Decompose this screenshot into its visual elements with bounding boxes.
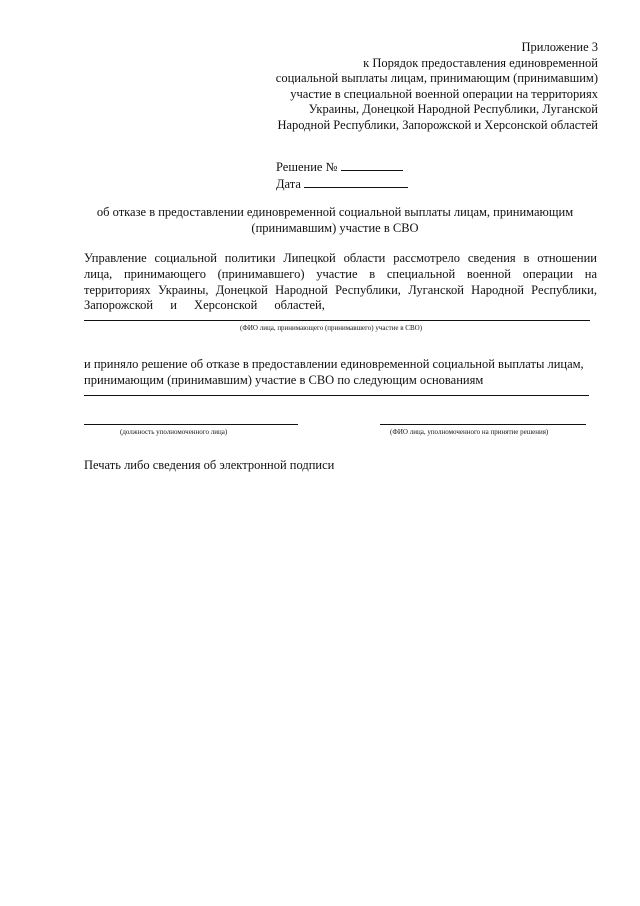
decision-date-label: Дата xyxy=(276,177,301,191)
fio-caption: (ФИО лица, принимающего (принимавшего) участие в СВО) xyxy=(240,324,423,332)
appendix-line: к Порядок предоставления единовременной xyxy=(363,55,598,70)
position-caption: (должность уполномоченного лица) xyxy=(120,428,228,436)
fio-field-line[interactable] xyxy=(84,320,590,321)
decision-date-row xyxy=(276,175,408,192)
decision-number-field[interactable] xyxy=(341,158,403,171)
subject-line-1: об отказе в предоставлении единовременной социальной выплаты лицам, принимающим xyxy=(96,205,574,219)
body-line: Управление социальной политики Липецкой области рассмотрело сведения в отношении xyxy=(84,251,597,265)
position-signature-line[interactable] xyxy=(84,424,298,425)
decision-number-row xyxy=(276,158,408,175)
body-paragraph-2 xyxy=(84,356,604,388)
decision-number-label: Решение № xyxy=(276,160,338,174)
appendix-line: Украины, Донецкой Народной Республики, Луганской xyxy=(308,102,598,116)
body-line: Запорожской и Херсонской областей, xyxy=(84,298,325,313)
body-line: территориях Украины, Донецкой Народной Республики, Луганской Народной Республики, xyxy=(84,282,597,297)
stamp-note: Печать либо сведения об электронной подписи xyxy=(84,458,335,472)
body2-line-2: принимающим (принимавшим) участие в СВО по следующим основаниям xyxy=(84,373,484,387)
name-signature-line[interactable] xyxy=(380,424,586,425)
body-paragraph-1 xyxy=(84,251,597,314)
subject-line-2: (принимавшим) участие в СВО xyxy=(251,220,419,235)
document-subject xyxy=(70,205,600,236)
name-caption: (ФИО лица, уполномоченного на принятие решения) xyxy=(390,428,549,436)
body-line: лица, принимающего (принимавшего) участие в специальной военной операции на xyxy=(84,266,597,281)
appendix-line: участие в специальной военной операции на территориях xyxy=(290,86,598,101)
appendix-line: Народной Республики, Запорожской и Херсонской областей xyxy=(277,117,598,132)
decision-block xyxy=(276,158,408,192)
appendix-line: социальной выплаты лицам, принимающим (принимавшим) xyxy=(275,71,598,85)
decision-date-field[interactable] xyxy=(304,175,408,188)
body2-line-1: и приняло решение об отказе в предоставлении единовременной социальной выплаты лицам, xyxy=(84,357,584,371)
appendix-line: Приложение 3 xyxy=(521,40,598,54)
grounds-field-line[interactable] xyxy=(84,395,589,396)
appendix-header xyxy=(258,40,598,133)
